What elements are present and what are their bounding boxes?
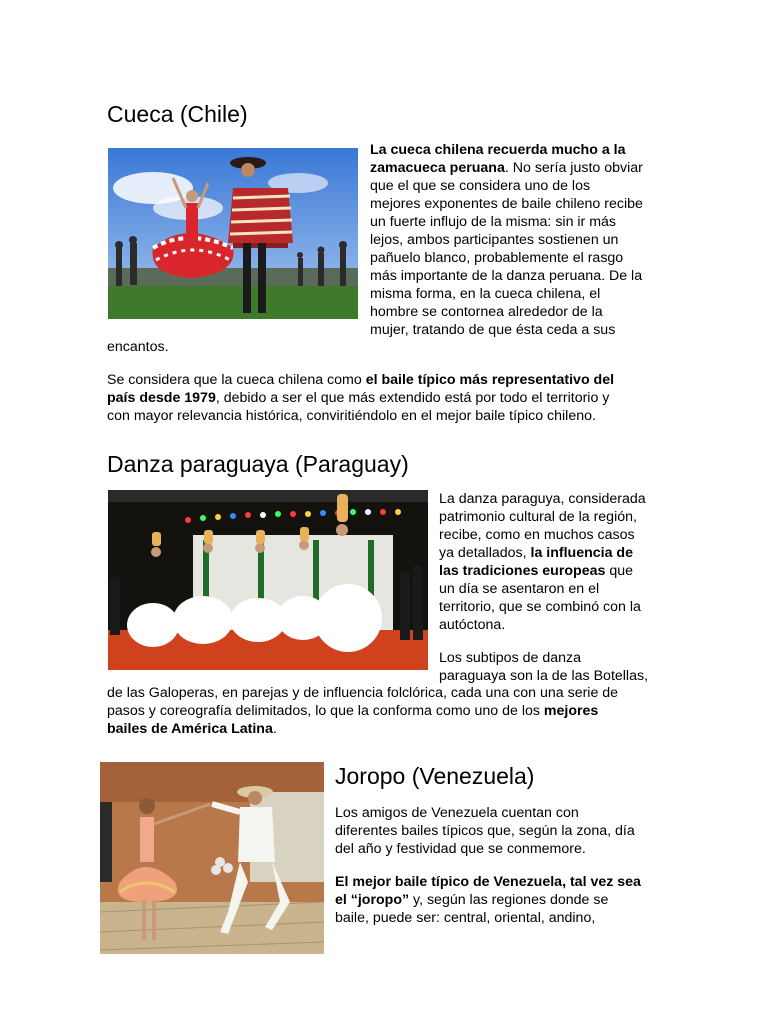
- paraguay-paragraph-2-tail: de las Galoperas, en parejas y de influencia folclórica, cada una con una serie de pasos y coreografía delimitados, lo que la conforma como uno de los mejores bailes de América Latina.: [107, 685, 619, 737]
- paraguay-paragraph-2: Los subtipos de danza paraguaya son la de las Botellas,: [439, 650, 649, 684]
- section-title-paraguay: Danza paraguaya (Paraguay): [107, 451, 409, 477]
- stage-dancers-photo-icon: [108, 490, 428, 670]
- joropo-paragraph-1: Los amigos de Venezuela cuentan con diferentes bailes típicos que, según la zona, día del año y festividad que se conmemore.: [335, 805, 635, 857]
- cueca-dancers-photo: [108, 148, 358, 319]
- cueca-paragraph-1-tail: encantos.: [107, 339, 169, 355]
- section-title-cueca: Cueca (Chile): [107, 101, 248, 127]
- paraguay-dancers-photo: [108, 490, 428, 670]
- joropo-dancers-photo: [100, 762, 324, 954]
- paraguay-paragraph-1: La danza paraguya, considerada patrimonio cultural de la región, recibe, como en muchos casos ya detallados, la influencia de las tradiciones europeas que un día se asentaron en el territorio, que se combinó con la autóctona.: [439, 491, 646, 633]
- cueca-paragraph-1: La cueca chilena recuerda mucho a la zamacueca peruana. No sería justo obviar que el que se considera uno de los mejores exponentes de baile chileno recibe un fuerte influjo de la misma: sin ir más lejos, ambos participantes sostienen un pañuelo blanco, probablemente el rasgo más importante de la danza peruana. De la misma forma, en la cueca chilena, el hombre se contornea alrededor de la mujer, tratando de que ésta ceda a sus: [370, 142, 643, 338]
- joropo-paragraph-2: El mejor baile típico de Venezuela, tal vez sea el “joropo” y, según las regiones donde se baile, puede ser: central, oriental, andino,: [335, 874, 641, 926]
- section-title-joropo: Joropo (Venezuela): [335, 763, 535, 789]
- couple-dancers-photo-icon: [100, 762, 324, 954]
- dancers-photo-icon: [108, 148, 358, 319]
- cueca-paragraph-2: Se considera que la cueca chilena como el baile típico más representativo del país desde 1979, debido a ser el que más extendido está por todo el territorio y con mayor relevancia histórica, conviritiéndolo en el mejor baile típico chileno.: [107, 372, 615, 424]
